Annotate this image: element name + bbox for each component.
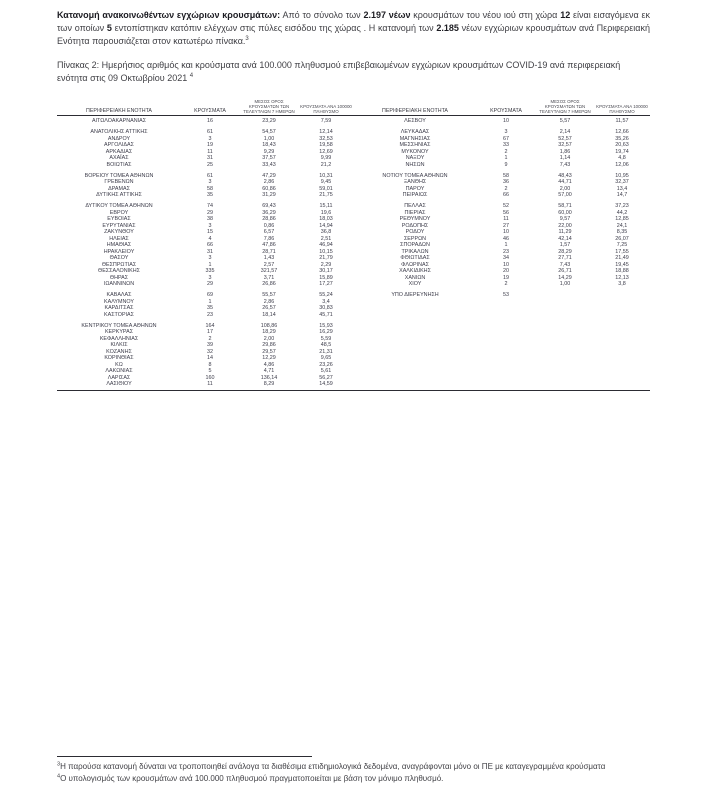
table-caption-text: Πίνακας 2: Ημερήσιος αριθμός και κρούσματα ανά 100.000 πληθυσμού επιβεβαιωμένων εγχώριων κρουσμάτων COVID-19 ανά περιφερειακή ενότητα στις 09 Οκτωβρίου 2021 <box>57 60 621 83</box>
cases-cell: 66 <box>207 242 213 248</box>
per100k-cell: 24,1 <box>616 222 628 229</box>
intro-text-segment: 2.197 νέων <box>363 10 411 20</box>
region-cell: ΡΟΔΟΠΗΣ <box>401 222 429 229</box>
mean7-cell: 33,43 <box>262 161 276 168</box>
per100k-cell: 10,31 <box>319 172 333 179</box>
per100k-cell: 21,31 <box>319 348 333 355</box>
region-cell: ΜΥΚΟΝΟΥ <box>401 148 429 155</box>
cases-cell: 35 <box>207 305 213 311</box>
mean7-cell: 8,29 <box>263 381 275 387</box>
mean7-cell: 11,29 <box>558 229 572 235</box>
mean7-cell: 27,71 <box>558 255 572 261</box>
intro-text-segment: νέων εγχώριων κρουσμάτων ανά Περιφερειακή Ενότητα παρουσιάζεται στον κατωτέρω πίνακα. <box>57 23 650 46</box>
cases-cell: 8 <box>208 361 212 368</box>
region-cell: ΡΕΘΥΜΝΟΥ <box>399 216 431 222</box>
table-left-column-group <box>57 118 353 388</box>
per100k-cell: 21,49 <box>615 255 629 261</box>
per100k-cell: 19,45 <box>615 261 629 268</box>
cases-cell: 1 <box>208 298 212 305</box>
mean7-cell: 3,71 <box>263 274 275 281</box>
cases-cell: 14 <box>207 355 213 361</box>
mean7-cell: 22,00 <box>558 222 572 229</box>
per100k-cell: 12,06 <box>615 161 629 168</box>
region-cell: ΝΟΤΙΟΥ ΤΟΜΕΑ ΑΘΗΝΩΝ <box>382 172 448 179</box>
mean7-cell: 4,71 <box>263 368 275 374</box>
per100k-cell: 11,57 <box>615 118 629 124</box>
intro-text-segment: 12 <box>560 10 571 20</box>
region-cell: ΚΟΡΙΝΘΙΑΣ <box>104 355 134 361</box>
per100k-cell: 7,25 <box>616 242 628 248</box>
per100k-cell: 16,29 <box>319 329 333 335</box>
cases-cell: 2 <box>504 148 508 155</box>
region-cell: ΧΙΟΥ <box>408 281 422 287</box>
cases-cell: 3 <box>208 222 212 229</box>
cases-cell: 19 <box>503 274 509 281</box>
mean7-cell: 9,29 <box>263 148 275 155</box>
region-cell: ΠΙΕΡΙΑΣ <box>404 209 426 216</box>
mean7-cell: 1,43 <box>263 255 275 261</box>
mean7-cell: 7,43 <box>559 261 571 268</box>
cases-cell: 1 <box>504 155 508 161</box>
table-row <box>57 381 353 388</box>
mean7-cell: 7,43 <box>559 161 571 168</box>
mean7-cell: 1,14 <box>559 155 571 161</box>
mean7-cell: 18,43 <box>262 142 276 148</box>
region-cell: ΑΙΤΩΛΟΑΚΑΡΝΑΝΙΑΣ <box>91 118 147 124</box>
cases-cell: 164 <box>205 322 215 329</box>
region-cell: ΡΟΔΟΥ <box>405 229 425 235</box>
region-cell: ΛΑΚΩΝΙΑΣ <box>105 368 133 374</box>
region-cell: ΙΩΑΝΝΙΝΩΝ <box>103 281 135 287</box>
mean7-cell: 42,14 <box>558 235 572 242</box>
per100k-cell: 32,37 <box>615 179 629 185</box>
mean7-cell: 28,71 <box>262 248 276 255</box>
intro-text-segment: είναι εισαγόμενα εκ των οποίων <box>57 10 651 33</box>
mean7-cell: 32,57 <box>558 142 572 148</box>
cases-cell: 61 <box>207 129 213 135</box>
cases-cell: 10 <box>503 118 509 124</box>
region-cell: ΗΛΕΙΑΣ <box>109 235 129 242</box>
cases-cell: 19 <box>207 142 213 148</box>
cases-cell: 46 <box>503 235 509 242</box>
table-header-right-group <box>353 99 649 114</box>
mean7-cell: 2,86 <box>263 298 275 305</box>
footnote-4-marker: 4 <box>57 772 61 779</box>
mean7-cell: 26,86 <box>262 281 276 287</box>
table-header-row <box>57 99 650 116</box>
intro-paragraph <box>57 9 650 48</box>
cases-cell: 2 <box>504 281 508 287</box>
mean7-cell: 1,00 <box>263 135 275 142</box>
mean7-cell: 136,14 <box>260 374 278 381</box>
region-cell: ΚΑΒΑΛΑΣ <box>106 292 132 298</box>
region-cell: ΝΗΣΩΝ <box>405 161 425 168</box>
per100k-cell: 55,24 <box>319 292 333 298</box>
cases-cell: 335 <box>205 268 215 274</box>
cases-cell: 52 <box>503 203 509 209</box>
mean7-cell: 7,86 <box>263 235 275 242</box>
region-cell: ΣΠΟΡΑΔΩΝ <box>400 242 430 248</box>
region-cell: ΠΑΡΟΥ <box>405 185 425 192</box>
footnote-divider <box>57 756 312 757</box>
cases-cell: 31 <box>207 248 213 255</box>
mean7-cell: 48,43 <box>558 172 572 179</box>
per100k-cell: 12,14 <box>319 129 333 135</box>
cases-cell: 29 <box>207 209 213 216</box>
cases-cell: 67 <box>503 135 509 142</box>
table-header-left-group <box>57 99 353 114</box>
per100k-cell: 7,59 <box>320 118 332 124</box>
region-cell: ΜΑΓΝΗΣΙΑΣ <box>399 135 431 142</box>
cases-cell: 17 <box>207 329 213 335</box>
mean7-cell: 2,00 <box>263 335 275 342</box>
region-cell: ΒΟΡΕΙΟΥ ΤΟΜΕΑ ΑΘΗΝΩΝ <box>84 172 154 179</box>
per100k-cell: 19,74 <box>615 148 629 155</box>
header-per100k: ΚΡΟΥΣΜΑΤΑ ΑΝΑ 100000 ΠΛΗΘΥΣΜΟ <box>596 104 648 114</box>
region-cell: ΕΥΡΥΤΑΝΙΑΣ <box>102 222 136 229</box>
region-cell: ΚΕΦΑΛΛΗΝΙΑΣ <box>99 335 139 342</box>
cases-table <box>57 99 650 391</box>
footnote-3 <box>57 761 650 773</box>
region-cell: ΦΛΩΡΙΝΑΣ <box>401 261 429 268</box>
per100k-cell: 15,11 <box>319 203 333 209</box>
region-cell: ΕΒΡΟΥ <box>109 209 129 216</box>
per100k-cell: 37,23 <box>615 203 629 209</box>
footnotes-section <box>57 756 650 784</box>
mean7-cell: 58,71 <box>558 203 572 209</box>
region-cell: ΚΙΛΚΙΣ <box>110 342 128 348</box>
mean7-cell: 9,57 <box>559 216 571 222</box>
per100k-cell: 21,79 <box>319 255 333 261</box>
table-body <box>57 116 650 391</box>
cases-cell: 31 <box>207 155 213 161</box>
region-cell: ΘΑΣΟΥ <box>109 255 129 261</box>
per100k-cell: 17,55 <box>615 248 629 255</box>
intro-text-segment: Κατανομή ανακοινωθέντων εγχώριων κρουσμάτων: <box>57 10 281 20</box>
table-row <box>353 292 649 299</box>
per100k-cell: 5,61 <box>320 368 332 374</box>
per100k-cell: 35,26 <box>615 135 629 142</box>
footnote-3-text: Η παρούσα κατανομή δύναται να τροποποιηθεί ανάλογα τα διαθέσιμα επιδημιολογικά δεδομένα, αναγράφονται μόνο οι ΠΕ με καταγεγραμμένα κρούσματα <box>60 762 606 771</box>
region-cell: ΒΟΙΩΤΙΑΣ <box>106 161 132 168</box>
region-cell: ΚΩ <box>115 361 123 368</box>
cases-cell: 36 <box>503 179 509 185</box>
region-cell: ΞΑΝΘΗΣ <box>403 179 427 185</box>
mean7-cell: 28,86 <box>262 216 276 222</box>
region-cell: ΣΕΡΡΩΝ <box>403 235 427 242</box>
region-cell: ΔΥΤΙΚΗΣ ΑΤΤΙΚΗΣ <box>96 192 142 198</box>
region-cell: ΚΕΝΤΡΙΚΟΥ ΤΟΜΕΑ ΑΘΗΝΩΝ <box>81 322 157 329</box>
cases-cell: 11 <box>503 216 509 222</box>
region-cell: ΑΝΔΡΟΥ <box>107 135 131 142</box>
mean7-cell: 36,29 <box>262 209 276 216</box>
region-cell: ΛΑΡΙΣΑΣ <box>107 374 131 381</box>
per100k-cell: 5,59 <box>320 335 332 342</box>
cases-cell: 23 <box>503 248 509 255</box>
per100k-cell: 2,51 <box>320 235 332 242</box>
mean7-cell: 2,57 <box>263 261 275 268</box>
table-caption-footnote-ref: 4 <box>189 73 194 79</box>
cases-cell: 11 <box>207 148 213 155</box>
region-cell: ΥΠΟ ΔΙΕΡΕΥΝΗΣΗ <box>391 292 439 298</box>
mean7-cell: 26,57 <box>262 305 276 311</box>
per100k-cell: 32,53 <box>319 135 333 142</box>
mean7-cell: 4,86 <box>263 361 275 368</box>
per100k-cell: 9,45 <box>320 179 332 185</box>
cases-cell: 58 <box>503 172 509 179</box>
per100k-cell: 59,01 <box>319 185 333 192</box>
region-cell: ΑΡΚΑΔΙΑΣ <box>105 148 133 155</box>
cases-cell: 3 <box>208 274 212 281</box>
cases-cell: 10 <box>503 229 509 235</box>
header-cases: ΚΡΟΥΣΜΑΤΑ <box>194 108 226 114</box>
per100k-cell: 19,58 <box>319 142 333 148</box>
region-cell: ΕΥΒΟΙΑΣ <box>107 216 131 222</box>
per100k-cell: 15,89 <box>319 274 333 281</box>
header-per100k: ΚΡΟΥΣΜΑΤΑ ΑΝΑ 100000 ΠΛΗΘΥΣΜΟ <box>300 104 352 114</box>
cases-cell: 1 <box>504 242 508 248</box>
region-cell: ΠΕΙΡΑΙΩΣ <box>402 192 428 198</box>
cases-cell: 56 <box>503 209 509 216</box>
mean7-cell: 44,71 <box>558 179 572 185</box>
cases-cell: 16 <box>207 118 213 124</box>
per100k-cell: 18,03 <box>319 216 333 222</box>
per100k-cell: 3,4 <box>322 298 330 305</box>
mean7-cell: 6,57 <box>263 229 275 235</box>
footnote-4 <box>57 773 650 785</box>
mean7-cell: 29,86 <box>262 342 276 348</box>
region-cell: ΑΝΑΤΟΛΙΚΗΣ ΑΤΤΙΚΗΣ <box>90 129 148 135</box>
region-cell: ΑΡΓΟΛΙΔΑΣ <box>104 142 134 148</box>
mean7-cell: 321,57 <box>260 268 278 274</box>
cases-cell: 39 <box>207 342 213 348</box>
per100k-cell: 10,95 <box>615 172 629 179</box>
region-cell: ΗΜΑΘΙΑΣ <box>106 242 132 248</box>
mean7-cell: 108,86 <box>260 322 278 329</box>
region-cell: ΔΡΑΜΑΣ <box>108 185 130 192</box>
region-cell: ΚΑΣΤΟΡΙΑΣ <box>104 311 134 318</box>
region-cell: ΘΕΣΣΑΛΟΝΙΚΗΣ <box>98 268 140 274</box>
cases-cell: 38 <box>207 216 213 222</box>
region-cell: ΛΕΥΚΑΔΑΣ <box>400 129 430 135</box>
mean7-cell: 1,00 <box>559 281 571 287</box>
per100k-cell: 26,07 <box>615 235 629 242</box>
mean7-cell: 60,00 <box>558 209 572 216</box>
per100k-cell: 17,27 <box>319 281 333 287</box>
mean7-cell: 5,57 <box>559 118 571 124</box>
region-cell: ΤΡΙΚΑΛΩΝ <box>401 248 429 255</box>
region-cell: ΛΕΣΒΟΥ <box>404 118 426 124</box>
intro-text-segment: κρουσμάτων του νέου ιού στη χώρα <box>410 10 561 20</box>
intro-text-segment: 3 <box>245 36 249 42</box>
cases-cell: 53 <box>503 292 509 298</box>
header-mean7: ΜΕΣΟΣ ΟΡΟΣ ΚΡΟΥΣΜΑΤΩΝ ΤΩΝ ΤΕΛΕΥΤΑΙΩΝ 7 ΗΜΕΡΩΝ <box>539 99 591 114</box>
region-cell: ΚΑΛΥΜΝΟΥ <box>104 298 134 305</box>
cases-cell: 5 <box>208 368 212 374</box>
mean7-cell: 2,14 <box>559 129 571 135</box>
per100k-cell: 36,8 <box>320 229 332 235</box>
per100k-cell: 14,94 <box>319 222 333 229</box>
cases-cell: 74 <box>207 203 213 209</box>
per100k-cell: 12,85 <box>615 216 629 222</box>
cases-cell: 34 <box>503 255 509 261</box>
region-cell: ΦΘΙΩΤΙΔΑΣ <box>400 255 430 261</box>
per100k-cell: 12,69 <box>319 148 333 155</box>
mean7-cell: 31,29 <box>262 192 276 198</box>
cases-cell: 3 <box>504 129 508 135</box>
per100k-cell: 13,4 <box>616 185 628 192</box>
per100k-cell: 14,59 <box>319 381 333 387</box>
mean7-cell: 1,57 <box>559 242 571 248</box>
region-cell: ΘΗΡΑΣ <box>109 274 129 281</box>
per100k-cell: 8,35 <box>616 229 628 235</box>
per100k-cell: 10,15 <box>319 248 333 255</box>
cases-cell: 15 <box>207 229 213 235</box>
region-cell: ΜΕΣΣΗΝΙΑΣ <box>399 142 431 148</box>
per100k-cell: 21,2 <box>320 161 332 168</box>
cases-cell: 35 <box>207 192 213 198</box>
region-cell: ΧΑΛΚΙΔΙΚΗΣ <box>399 268 431 274</box>
header-cases: ΚΡΟΥΣΜΑΤΑ <box>490 108 522 114</box>
region-cell: ΚΟΖΑΝΗΣ <box>106 348 132 355</box>
per100k-cell: 15,93 <box>319 322 333 329</box>
cases-cell: 23 <box>207 311 213 318</box>
per100k-cell: 9,99 <box>320 155 332 161</box>
mean7-cell: 12,29 <box>262 355 276 361</box>
cases-cell: 66 <box>503 192 509 198</box>
region-cell: ΠΕΛΛΑΣ <box>404 203 426 209</box>
region-cell: ΝΑΞΟΥ <box>405 155 425 161</box>
per100k-cell: 18,88 <box>615 268 629 274</box>
mean7-cell: 14,29 <box>558 274 572 281</box>
per100k-cell: 20,63 <box>615 142 629 148</box>
intro-text-segment: Από το σύνολο των <box>280 10 364 20</box>
mean7-cell: 47,29 <box>262 172 276 179</box>
per100k-cell: 30,83 <box>319 305 333 311</box>
cases-cell: 3 <box>208 135 212 142</box>
mean7-cell: 1,86 <box>559 148 571 155</box>
region-cell: ΛΑΣΙΘΙΟΥ <box>106 381 132 387</box>
mean7-cell: 54,57 <box>262 129 276 135</box>
region-cell: ΖΑΚΥΝΘΟΥ <box>104 229 134 235</box>
mean7-cell: 2,86 <box>263 179 275 185</box>
cases-cell: 29 <box>207 281 213 287</box>
cases-cell: 11 <box>207 381 213 387</box>
region-cell: ΚΑΡΔΙΤΣΑΣ <box>104 305 134 311</box>
per100k-cell: 30,17 <box>319 268 333 274</box>
mean7-cell: 0,86 <box>263 222 275 229</box>
intro-text-segment: εντοπίστηκαν κατόπιν ελέγχων στις πύλες εισόδου της χώρας . Η κατανομή των <box>111 23 437 33</box>
cases-cell: 61 <box>207 172 213 179</box>
mean7-cell: 69,43 <box>262 203 276 209</box>
cases-cell: 1 <box>208 261 212 268</box>
mean7-cell: 37,57 <box>262 155 276 161</box>
per100k-cell: 14,7 <box>616 192 628 198</box>
cases-cell: 27 <box>503 222 509 229</box>
mean7-cell: 52,57 <box>558 135 572 142</box>
cases-cell: 3 <box>208 255 212 261</box>
per100k-cell: 9,65 <box>320 355 332 361</box>
per100k-cell: 56,27 <box>319 374 333 381</box>
per100k-cell: 21,75 <box>319 192 333 198</box>
per100k-cell: 12,13 <box>615 274 629 281</box>
cases-cell: 4 <box>208 235 212 242</box>
region-cell: ΗΡΑΚΛΕΙΟΥ <box>103 248 135 255</box>
region-cell: ΚΕΡΚΥΡΑΣ <box>104 329 134 335</box>
intro-text-segment: 2.185 <box>436 23 459 33</box>
mean7-cell: 18,14 <box>262 311 276 318</box>
per100k-cell: 45,71 <box>319 311 333 318</box>
intro-text-segment: 5 <box>106 23 112 33</box>
mean7-cell: 26,71 <box>558 268 572 274</box>
page-content <box>57 9 650 391</box>
per100k-cell: 3,8 <box>618 281 626 287</box>
cases-cell: 33 <box>503 142 509 148</box>
per100k-cell: 4,8 <box>618 155 626 161</box>
per100k-cell: 46,94 <box>319 242 333 248</box>
region-cell: ΑΧΑΪΑΣ <box>109 155 129 161</box>
per100k-cell: 19,6 <box>320 209 332 216</box>
cases-cell: 69 <box>207 292 213 298</box>
header-mean7: ΜΕΣΟΣ ΟΡΟΣ ΚΡΟΥΣΜΑΤΩΝ ΤΩΝ ΤΕΛΕΥΤΑΙΩΝ 7 ΗΜΕΡΩΝ <box>243 99 295 114</box>
per100k-cell: 12,66 <box>615 129 629 135</box>
mean7-cell: 2,00 <box>559 185 571 192</box>
mean7-cell: 57,00 <box>558 192 572 198</box>
region-cell: ΔΥΤΙΚΟΥ ΤΟΜΕΑ ΑΘΗΝΩΝ <box>85 203 153 209</box>
cases-cell: 25 <box>207 161 213 168</box>
per100k-cell: 23,26 <box>319 361 333 368</box>
cases-cell: 10 <box>503 261 509 268</box>
region-cell: ΧΑΝΙΩΝ <box>404 274 426 281</box>
per100k-cell: 48,5 <box>320 342 332 348</box>
per100k-cell: 2,29 <box>320 261 332 268</box>
footnote-3-marker: 3 <box>57 761 61 768</box>
mean7-cell: 18,29 <box>262 329 276 335</box>
region-cell: ΓΡΕΒΕΝΩΝ <box>104 179 134 185</box>
cases-cell: 58 <box>207 185 213 192</box>
table-right-column-group <box>353 118 649 299</box>
mean7-cell: 47,86 <box>262 242 276 248</box>
cases-cell: 20 <box>503 268 509 274</box>
cases-cell: 160 <box>205 374 215 381</box>
per100k-cell: 44,2 <box>616 209 628 216</box>
table-caption <box>57 59 650 85</box>
header-region: ΠΕΡΙΦΕΡΕΙΑΚΗ ΕΝΟΤΗΤΑ <box>382 108 448 114</box>
mean7-cell: 23,29 <box>262 118 276 124</box>
mean7-cell: 29,57 <box>262 348 276 355</box>
mean7-cell: 60,86 <box>262 185 276 192</box>
cases-cell: 32 <box>207 348 213 355</box>
footnote-4-text: Ο υπολογισμός των κρουσμάτων ανά 100.000 πληθυσμού πραγματοποιείται με βάση τον μόνιμο πληθυσμό. <box>60 773 444 783</box>
mean7-cell: 55,57 <box>262 292 276 298</box>
region-cell: ΘΕΣΠΡΩΤΙΑΣ <box>101 261 137 268</box>
cases-cell: 3 <box>208 179 212 185</box>
cases-cell: 2 <box>208 335 212 342</box>
cases-cell: 9 <box>504 161 508 168</box>
header-region: ΠΕΡΙΦΕΡΕΙΑΚΗ ΕΝΟΤΗΤΑ <box>86 108 152 114</box>
mean7-cell: 28,29 <box>558 248 572 255</box>
cases-cell: 2 <box>504 185 508 192</box>
